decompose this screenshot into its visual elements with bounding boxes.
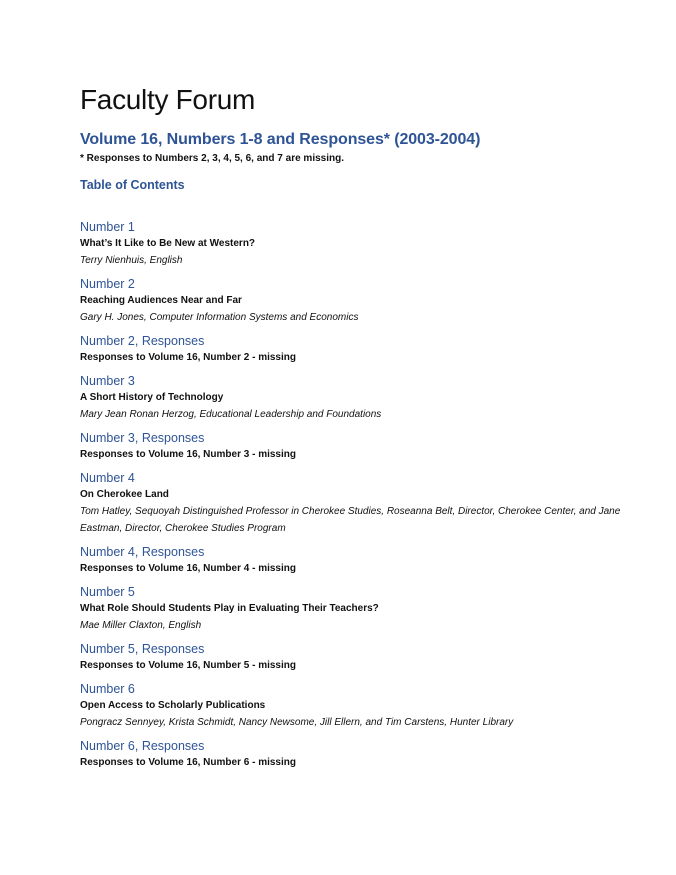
toc-entry-number-2 — [80, 276, 640, 326]
entry-title: What Role Should Students Play in Evaluating Their Teachers? — [80, 603, 379, 614]
entry-number-link[interactable]: Number 6, Responses — [80, 739, 205, 753]
table-of-contents-heading: Table of Contents — [80, 178, 185, 192]
entry-number-link[interactable]: Number 4, Responses — [80, 545, 205, 559]
toc-entry-number-5-responses — [80, 641, 640, 674]
entry-number-link[interactable]: Number 5 — [80, 585, 135, 599]
entry-author: Mae Miller Claxton, English — [80, 620, 202, 631]
toc-entry-number-1 — [80, 219, 640, 269]
toc-entry-number-6-responses — [80, 738, 640, 771]
entry-title: Responses to Volume 16, Number 4 - missing — [80, 563, 296, 574]
toc-entry-number-6 — [80, 681, 640, 731]
entry-number-link[interactable]: Number 2, Responses — [80, 334, 205, 348]
entry-title: Responses to Volume 16, Number 6 - missing — [80, 757, 296, 768]
toc-entry-number-4 — [80, 470, 640, 537]
entry-title: Responses to Volume 16, Number 5 - missing — [80, 660, 296, 671]
document-title: Faculty Forum — [80, 84, 256, 115]
entry-number-link[interactable]: Number 3 — [80, 374, 135, 388]
toc-entries-list — [80, 219, 640, 771]
missing-responses-note: * Responses to Numbers 2, 3, 4, 5, 6, and 7 are missing. — [80, 153, 344, 164]
entry-author: Tom Hatley, Sequoyah Distinguished Professor in Cherokee Studies, Roseanna Belt, Director, Cherokee Center, and Jane Eastman, Director, Cherokee Studies Program — [80, 506, 621, 534]
entry-number-link[interactable]: Number 1 — [80, 220, 135, 234]
entry-author: Pongracz Sennyey, Krista Schmidt, Nancy Newsome, Jill Ellern, and Tim Carstens, Hunter Library — [80, 717, 514, 728]
entry-number-link[interactable]: Number 5, Responses — [80, 642, 205, 656]
entry-author: Gary H. Jones, Computer Information Systems and Economics — [80, 312, 359, 323]
entry-number-link[interactable]: Number 6 — [80, 682, 135, 696]
toc-entry-number-4-responses — [80, 544, 640, 577]
entry-title: What’s It Like to Be New at Western? — [80, 238, 256, 249]
entry-number-link[interactable]: Number 3, Responses — [80, 431, 205, 445]
entry-title: On Cherokee Land — [80, 489, 169, 500]
entry-author: Mary Jean Ronan Herzog, Educational Leadership and Foundations — [80, 409, 382, 420]
entry-title: A Short History of Technology — [80, 392, 224, 403]
toc-entry-number-3-responses — [80, 430, 640, 463]
entry-number-link[interactable]: Number 4 — [80, 471, 135, 485]
document-page — [80, 82, 640, 778]
document-subtitle: Volume 16, Numbers 1-8 and Responses* (2003-2004) — [80, 131, 481, 148]
entry-author: Terry Nienhuis, English — [80, 255, 183, 266]
toc-entry-number-5 — [80, 584, 640, 634]
entry-title: Responses to Volume 16, Number 3 - missing — [80, 449, 296, 460]
entry-title: Responses to Volume 16, Number 2 - missing — [80, 352, 296, 363]
entry-number-link[interactable]: Number 2 — [80, 277, 135, 291]
entry-title: Open Access to Scholarly Publications — [80, 700, 266, 711]
toc-entry-number-3 — [80, 373, 640, 423]
toc-entry-number-2-responses — [80, 333, 640, 366]
entry-title: Reaching Audiences Near and Far — [80, 295, 242, 306]
